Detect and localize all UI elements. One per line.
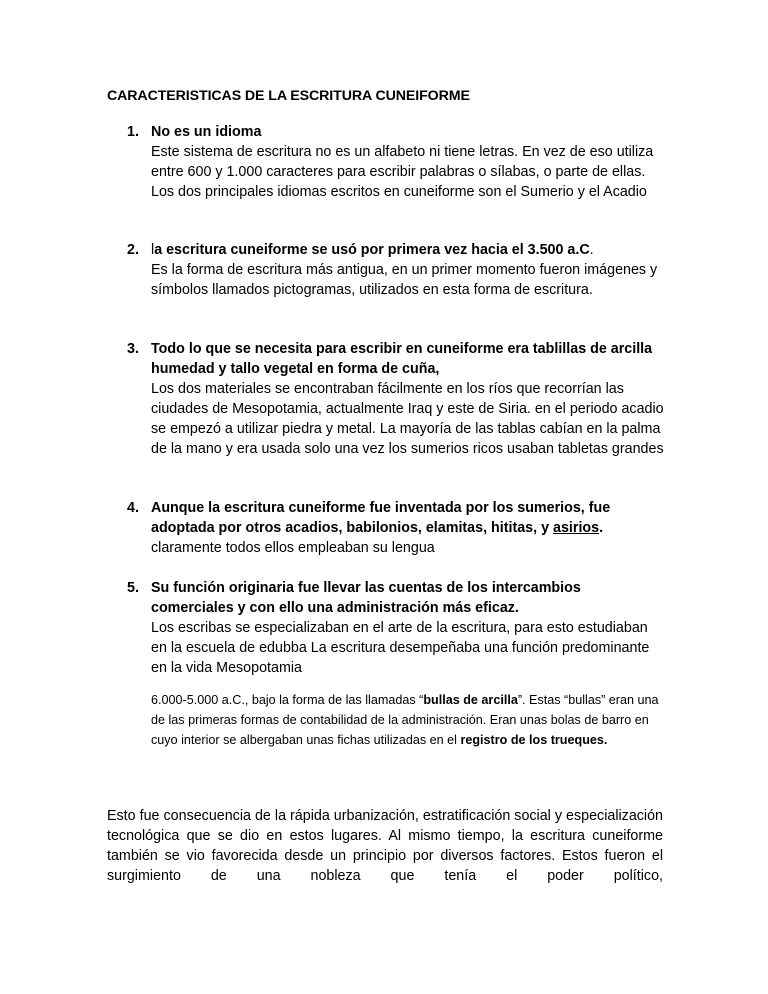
item-heading-bold: a escritura cuneiforme se usó por primera vez hacia el 3.500 a.C bbox=[154, 242, 590, 258]
item-number: 3. bbox=[127, 341, 139, 357]
item-heading bbox=[151, 240, 667, 260]
item-text: Este sistema de escritura no es un alfabeto ni tiene letras. En vez de eso utiliza entre 600 y 1.000 caracteres para escribir palabras o sílabas, o parte de ellas. Los dos principales idiomas escritos en cuneiforme son el Sumerio y el Acadio bbox=[151, 144, 654, 200]
item-heading-lead: l bbox=[151, 242, 155, 258]
item-text: claramente todos ellos empleaban su lengua bbox=[151, 540, 435, 556]
item-heading: Todo lo que se necesita para escribir en cuneiforme era tablillas de arcilla humedad y tallo vegetal en forma de cuña, bbox=[151, 341, 653, 377]
document-title: CARACTERISTICAS DE LA ESCRITURA CUNEIFORME bbox=[107, 88, 470, 104]
note-bold-2: registro de los trueques. bbox=[460, 733, 608, 747]
item-heading bbox=[151, 498, 667, 538]
item-heading: No es un idioma bbox=[151, 124, 262, 140]
item-text: Los dos materiales se encontraban fácilmente en los ríos que recorrían las ciudades de Mesopotamia, actualmente Iraq y este de Siria. en el periodo acadio se empezó a utilizar piedra y metal. La mayoría de las tablas cabían en la palma de la mano y era usada solo una vez los sumerios ricos usaban tabletas grandes bbox=[151, 381, 664, 457]
item-heading-tail: . bbox=[599, 520, 604, 536]
closing-paragraph: Esto fue consecuencia de la rápida urbanización, estratificación social y especialización tecnológica que se dio en estos lugares. Al mismo tiempo, la escritura cuneiforme también se vio favorecida desde un principio por diversos factores. Estos fueron el surgimiento de una nobleza que tenía el poder político, bbox=[107, 808, 663, 884]
item-heading: Su función originaria fue llevar las cuentas de los intercambios comerciales y con ello una administración más eficaz. bbox=[151, 580, 581, 616]
note-text-2: ”. Estas “bullas” eran una de las primeras formas de contabilidad de la administración. Eran unas bolas de barro en cuyo interior se albergaban unas fichas utilizadas en el bbox=[151, 693, 659, 747]
note-text-1: 6.000-5.000 a.C., bajo la forma de las llamadas “ bbox=[151, 693, 424, 707]
item-number: 1. bbox=[127, 124, 139, 140]
item-heading-text: Aunque la escritura cuneiforme fue inventada por los sumerios, fue adoptada por otros acadios, babilonios, elamitas, hititas, y bbox=[151, 500, 611, 536]
list-item-1 bbox=[127, 122, 667, 202]
item-text: Es la forma de escritura más antigua, en un primer momento fueron imágenes y símbolos llamados pictogramas, utilizados en esta forma de escritura. bbox=[151, 262, 658, 298]
note-bold-1: bullas de arcilla bbox=[423, 693, 518, 707]
note-paragraph bbox=[151, 690, 671, 750]
list-item-3 bbox=[127, 339, 667, 459]
item-number: 4. bbox=[127, 500, 139, 516]
list-item-2 bbox=[127, 240, 667, 300]
list-item-4 bbox=[127, 498, 667, 558]
item-text: Los escribas se especializaban en el arte de la escritura, para esto estudiaban en la escuela de edubba La escritura desempeñaba una función predominante en la vida Mesopotamia bbox=[151, 620, 650, 676]
item-heading-underlined: asirios bbox=[553, 520, 600, 536]
item-number: 5. bbox=[127, 580, 139, 596]
list-item-5 bbox=[127, 578, 667, 678]
item-heading-tail: . bbox=[589, 242, 594, 258]
item-number: 2. bbox=[127, 242, 139, 258]
